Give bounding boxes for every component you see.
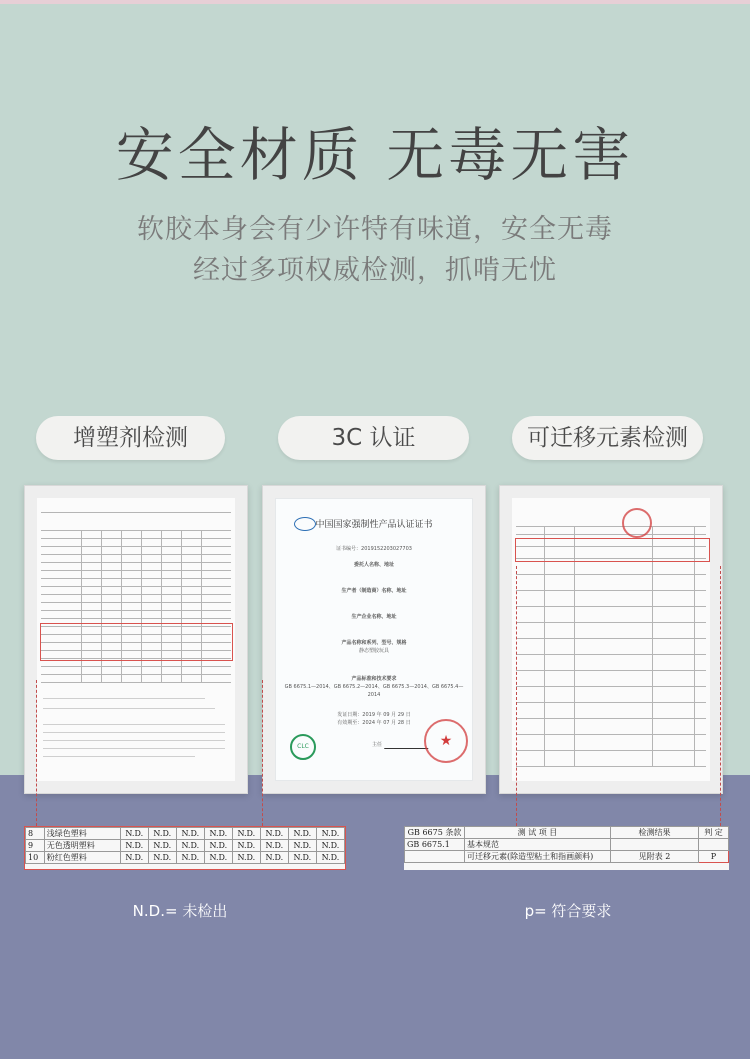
header-clause: GB 6675 条款 [405,827,465,839]
result-cell: N.D. [260,828,288,840]
signature-label: 主任 [372,742,383,748]
result-cell: N.D. [232,840,260,852]
tab-3c-certification[interactable]: 3C 认证 [278,416,469,460]
standard-label: 产品标准和技术要求 [351,676,397,682]
result-cell: N.D. [288,840,316,852]
standard-value: GB 6675.1—2014、GB 6675.2—2014、GB 6675.3—2014、GB 6675.4—2014 [284,684,464,698]
page-title: 安全材质 无毒无害 [115,121,635,189]
item-cell: 可迁移元素(除造型粘土和指画颜料) [465,851,611,863]
guide-line [516,566,517,826]
result-cell: 见附表 2 [611,851,699,863]
table-row [26,840,345,852]
result-cell: N.D. [316,828,344,840]
issue-date: 发证日期：2019 年 09 月 29 日 [337,712,411,718]
header-item: 测 试 项 目 [465,827,611,839]
report-paper-2 [512,498,710,781]
subtitle-line-1: 软胶本身会有少许特有味道，安全无毒 [137,214,613,245]
row-number: 8 [26,828,45,840]
note-nd: N.D.= 未检出 [132,902,228,920]
result-cell: N.D. [148,852,176,864]
result-cell: N.D. [204,840,232,852]
zoom-plasticizer-table [24,826,346,870]
product-value: 静态塑胶玩具 [358,648,389,654]
item-cell: 基本规范 [465,839,611,851]
result-cell: N.D. [176,828,204,840]
table-row [26,852,345,864]
manufacturer-label: 生产者（制造商）名称、地址 [341,588,407,594]
migratable-detail-table [404,826,729,863]
result-cell: N.D. [316,852,344,864]
result-cell: N.D. [148,828,176,840]
table-row [405,839,729,851]
header-result: 检测结果 [611,827,699,839]
3c-certificate-image [262,485,486,794]
factory-label: 生产企业名称、地址 [351,614,397,620]
plasticizer-report-image [24,485,248,794]
material-name: 粉红色塑料 [44,852,120,864]
material-name: 无色透明塑料 [44,840,120,852]
certificate-title: 中国国家强制性产品认证证书 [315,520,433,530]
guide-line [262,680,263,826]
note-pass: p= 符合要求 [524,902,612,920]
expire-date: 有效期至：2024 年 07 月 28 日 [337,720,411,726]
certificate-paper [275,498,473,781]
result-cell: N.D. [120,840,148,852]
result-cell: N.D. [288,828,316,840]
certificate-number: 证书编号：2019152203027703 [336,546,412,552]
migratable-elements-report-image [499,485,723,794]
plasticizer-detail-table [25,827,345,864]
result-cell: N.D. [260,840,288,852]
result-cell: N.D. [120,828,148,840]
result-cell: N.D. [176,840,204,852]
subtitle-line-2: 经过多项权威检测，抓啃无忧 [193,255,557,286]
applicant-label: 委托人名称、地址 [353,562,394,568]
result-cell: N.D. [288,852,316,864]
result-cell: N.D. [148,840,176,852]
result-cell: N.D. [204,828,232,840]
row-number: 10 [26,852,45,864]
zoom-migratable-table [404,826,729,870]
report-paper [37,498,235,781]
result-cell: N.D. [260,852,288,864]
clc-logo: CLC [290,734,316,760]
official-seal: ★ [424,719,468,763]
guide-line [720,566,721,826]
result-cell: N.D. [204,852,232,864]
guide-line [36,680,37,826]
judge-cell: P [699,851,729,863]
table-header-row [405,827,729,839]
highlight-box-2 [515,538,710,562]
material-name: 浅绿色塑料 [44,828,120,840]
tab-plasticizer-test[interactable]: 增塑剂检测 [36,416,225,460]
result-cell: N.D. [120,852,148,864]
header-judge: 判 定 [699,827,729,839]
top-strip [0,0,750,4]
result-cell: N.D. [232,852,260,864]
result-cell: N.D. [232,828,260,840]
clause-cell: GB 6675.1 [405,839,465,851]
report-seal [622,508,652,538]
row-number: 9 [26,840,45,852]
result-cell: N.D. [176,852,204,864]
tab-migratable-elements-test[interactable]: 可迁移元素检测 [512,416,703,460]
highlight-box [40,623,233,661]
table-row [405,851,729,863]
product-label: 产品名称和系列、型号、规格 [341,640,407,646]
result-cell: N.D. [316,840,344,852]
table-row [26,828,345,840]
